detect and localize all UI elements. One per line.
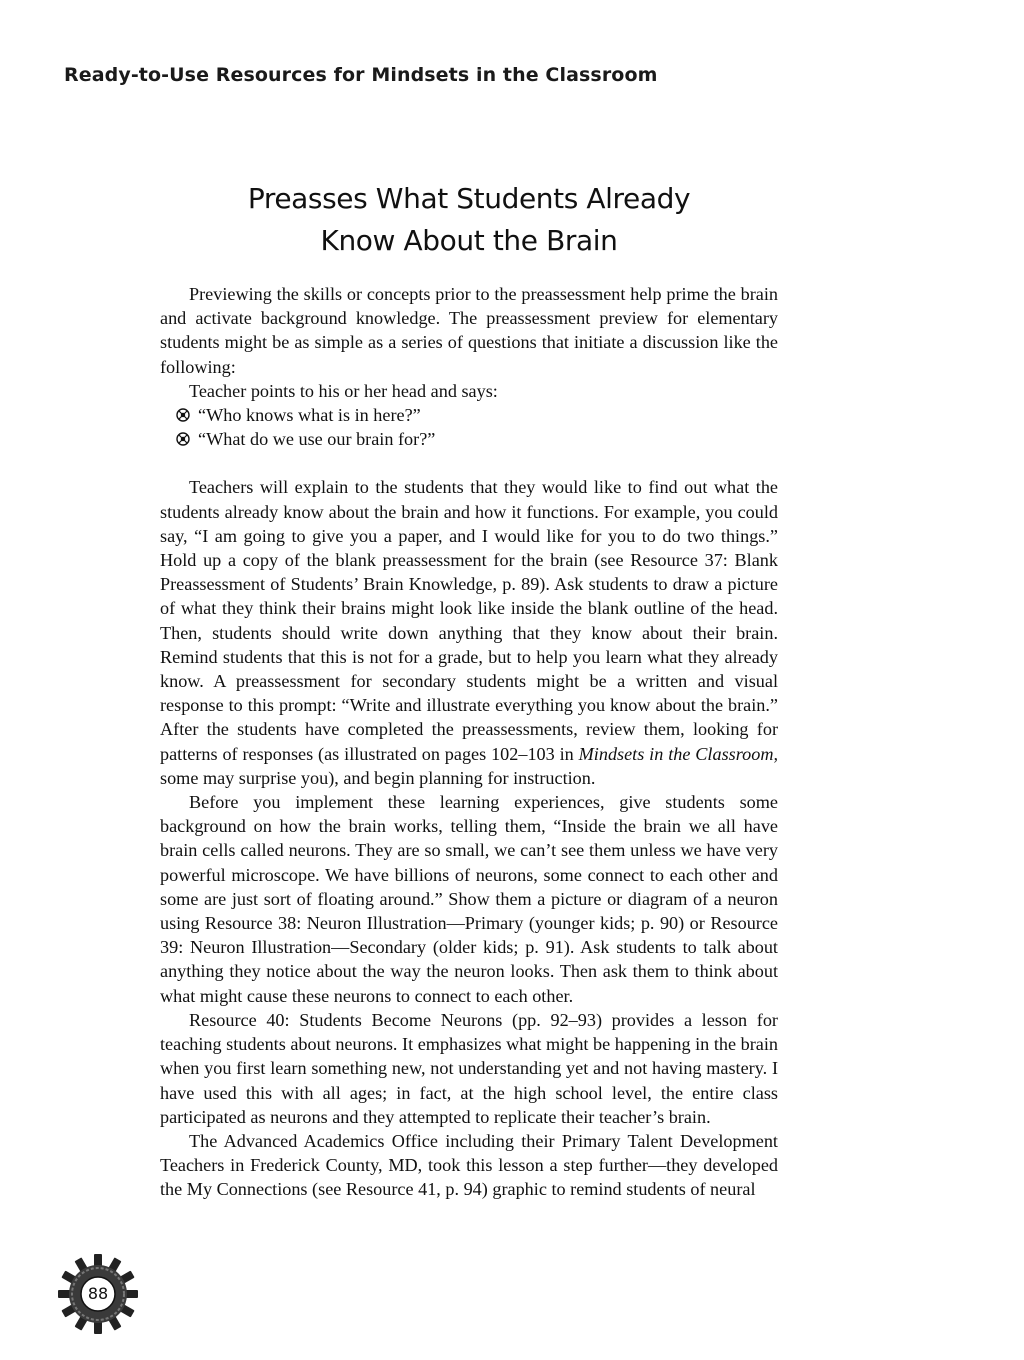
paragraph-explain-preassessment xyxy=(160,475,778,790)
book-title: Mindsets in the Classroom, xyxy=(578,743,779,764)
paragraph-neurons-lesson: Resource 40: Students Become Neurons (pp. 92–93) provides a lesson for teaching students about neurons. It emphasizes what might be happening in the brain when you first learn something new, not understanding yet and not having mastery. I have used this with all ages; in fact, at the high school level, the entire class participated as neurons and they attempted to replicate their teacher’s brain. xyxy=(160,1009,778,1127)
paragraph-gap xyxy=(160,451,778,475)
intro-lead-in: Teacher points to his or her head and says: xyxy=(189,380,498,401)
running-header: Ready-to-Use Resources for Mindsets in the Classroom xyxy=(64,64,658,86)
intro-paragraph: Previewing the skills or concepts prior to the preassessment help prime the brain and activate background knowledge. The preassessment preview for elementary students might be as simple as a series of questions that initiate a discussion like the following: xyxy=(160,284,778,377)
question-item xyxy=(160,427,778,451)
body-text xyxy=(160,282,778,1202)
section-title-line-2: Know About the Brain xyxy=(320,224,618,257)
paragraph-brain-background: Before you implement these learning experiences, give students some background on how the brain works, telling them, “Inside the brain we all have brain cells called neurons. They are so small, we can’t see them unless we have very powerful microscope. We have billions of neurons, some connect to each other and some are just sort of floating around.” Show them a picture or diagram of a neuron using Resource 38: Neuron Illustration—Primary (younger kids; p. 90) or Resource 39: Neuron Illustration—Secondary (older kids; p. 91). Ask students to talk about anything they notice about the way the neuron looks. Then ask them to think about what might cause these neurons to connect to each other. xyxy=(160,792,778,1006)
paragraph-text: some may surprise you), and begin planning for instruction. xyxy=(160,767,596,788)
section-title xyxy=(160,178,778,262)
question-item xyxy=(160,403,778,427)
page-badge xyxy=(56,1252,140,1336)
page-number: 88 xyxy=(87,1284,109,1303)
brain-bullet-icon xyxy=(176,408,190,422)
question-list xyxy=(160,403,778,451)
section-title-line-1: Preasses What Students Already xyxy=(247,182,691,215)
paragraph-text: Teachers will explain to the students that they would like to find out what the students already know about the brain and how it functions. For example, you could say, “I am going to give you a paper, and I would like for you to do two things.” Hold up a copy of the blank preassessment for the brain (see Resource 37: Blank Preassessment of Students’ Brain Knowledge, p. 89). Ask students to draw a picture of what they think their brains might look like inside the blank outline of the head. Then, students should write down anything that they know about their brain. Remind students that this is not for a grade, but to help you learn what they already know. A preassessment for secondary students might be a written and visual response to this prompt: “Write and illustrate everything you know about the brain.” After the students have completed the preassessments, review them, looking for patterns of responses (as illustrated on pages 102–103 in xyxy=(160,477,778,764)
brain-bullet-icon xyxy=(176,432,190,446)
question-text: “Who knows what is in here?” xyxy=(198,405,421,426)
question-text: “What do we use our brain for?” xyxy=(198,429,436,450)
paragraph-my-connections: The Advanced Academics Office including their Primary Talent Development Teachers in Frederick County, MD, took this lesson a step further—they developed the My Connections (see Resource 41, p. 94) graphic to remind students of neural xyxy=(160,1130,778,1200)
